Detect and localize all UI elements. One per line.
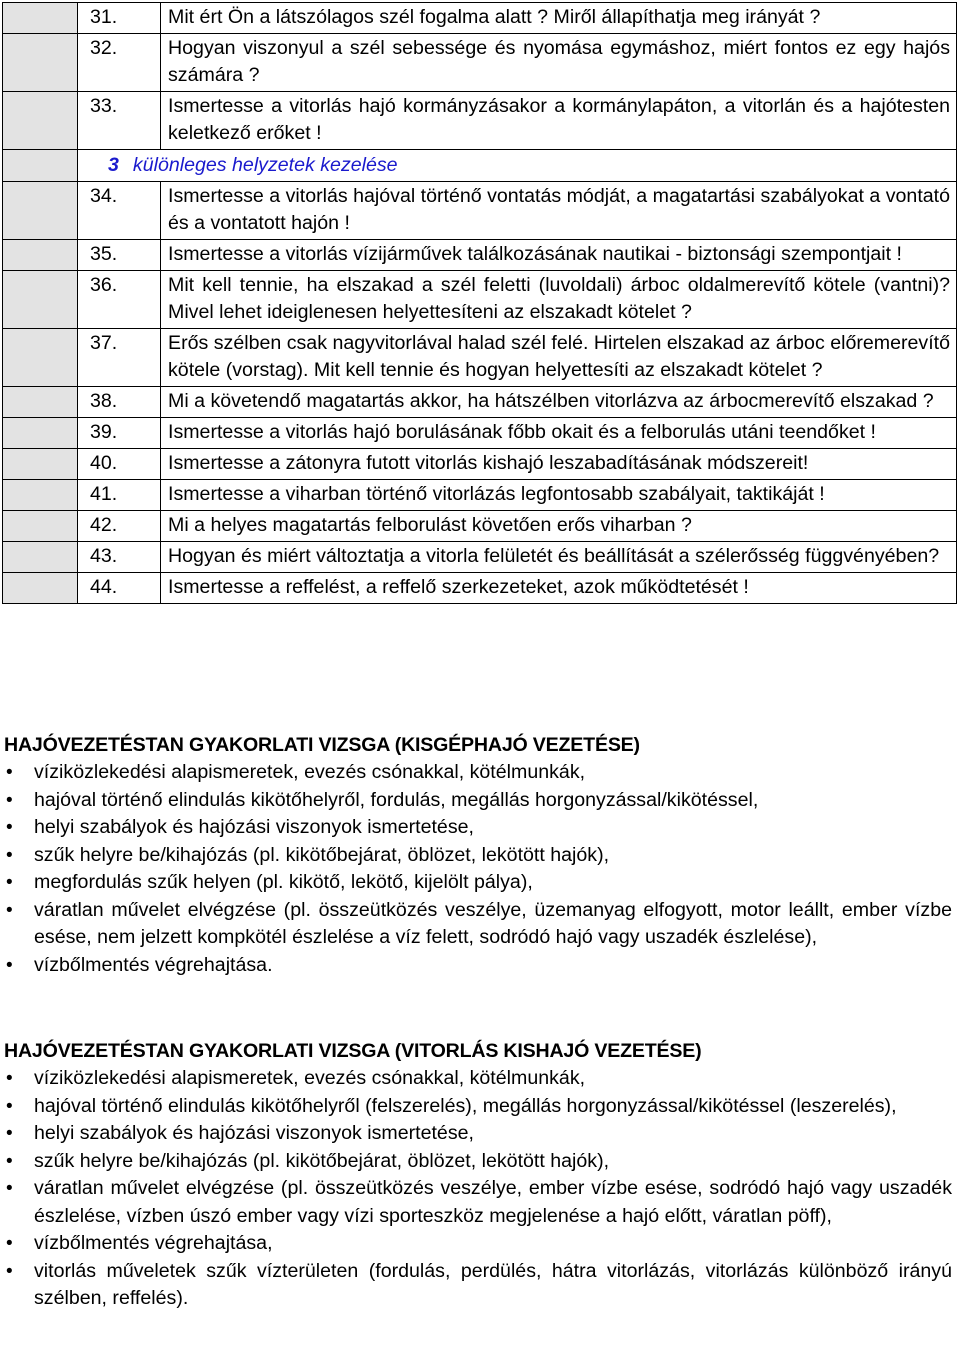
section-heading-text: különleges helyzetek kezelése	[132, 154, 398, 176]
sailboat-list-item	[4, 1175, 952, 1230]
sailboat-item-text: víziközlekedési alapismeretek, evezés csónakkal, kötélmunkák,	[34, 1067, 586, 1089]
question-number: 33.	[77, 91, 160, 149]
question-number: 36.	[77, 270, 160, 328]
question-text: Mi a helyes magatartás felborulást követően erős viharban ?	[160, 510, 957, 541]
question-text: Ismertesse a vitorlás vízijárművek találkozásának nautikai - biztonsági szempontjait !	[160, 239, 957, 270]
question-row	[2, 479, 957, 510]
sailboat-item-text: váratlan művelet elvégzése (pl. összeütközés veszélye, ember vízbe esése, sodródó hajó vagy uszadék észlelése, vízben úszó ember vagy vízi sporteszköz megjelenése a hajó előtt, váratlan pöff),	[34, 1177, 952, 1227]
motorboat-list-item	[4, 787, 952, 815]
sailboat-item-text: hajóval történő elindulás kikötőhelyről (felszerelés), megállás horgonyzással/kikötéssel (leszerelés),	[34, 1094, 897, 1117]
question-row	[2, 541, 957, 572]
question-text: Mit kell tennie, ha elszakad a szél feletti (luvoldali) árboc oldalmerevítő kötele (vantni)? Mivel lehet ideiglenesen helyettesíteni az elszakadt kötelet ?	[160, 270, 957, 328]
question-text: Erős szélben csak nagyvitorlával halad szél felé. Hirtelen elszakad az árboc előremerevítő kötele (vorstag). Mit kell tennie és hogyan helyettesíti az elszakadt kötelet ?	[160, 328, 957, 386]
question-number: 38.	[77, 386, 160, 417]
row-shade-cell	[2, 448, 77, 479]
question-text: Ismertesse a vitorlás hajóval történő vontatás módját, a magatartási szabályokat a vontató és a vontatott hajón !	[160, 181, 957, 239]
row-shade-cell	[2, 386, 77, 417]
sailboat-list-item	[4, 1230, 952, 1258]
question-number: 40.	[77, 448, 160, 479]
sailboat-list-item	[4, 1120, 952, 1148]
question-row	[2, 572, 957, 604]
motorboat-list-item	[4, 842, 952, 870]
question-row	[2, 181, 957, 239]
motorboat-list-item	[4, 869, 952, 897]
question-number: 31.	[77, 2, 160, 33]
row-shade-cell	[2, 2, 77, 33]
sailboat-list-item	[4, 1148, 952, 1176]
question-text: Ismertesse a zátonyra futott vitorlás kishajó leszabadításának módszereit!	[160, 448, 957, 479]
row-shade-cell	[2, 33, 77, 91]
motorboat-section-title: HAJÓVEZETÉSTAN GYAKORLATI VIZSGA (KISGÉPHAJÓ VEZETÉSE)	[4, 734, 640, 756]
bullet-icon: •	[6, 817, 13, 838]
bullet-icon: •	[6, 1068, 13, 1089]
sailboat-list-item	[4, 1258, 952, 1313]
sailboat-section-title: HAJÓVEZETÉSTAN GYAKORLATI VIZSGA (VITORLÁS KISHAJÓ VEZETÉSE)	[4, 1040, 702, 1062]
question-text: Ismertesse a vitorlás hajó kormányzásakor a kormánylapáton, a vitorlán és a hajótesten keletkező erőket !	[160, 91, 957, 149]
row-shade-cell	[2, 91, 77, 149]
question-row	[2, 270, 957, 328]
row-shade-cell	[2, 541, 77, 572]
bullet-icon: •	[6, 1095, 13, 1117]
question-row	[2, 448, 957, 479]
row-shade-cell	[2, 572, 77, 604]
row-shade-cell	[2, 270, 77, 328]
question-number: 32.	[77, 33, 160, 91]
motorboat-item-text: megfordulás szűk helyen (pl. kikötő, lekötő, kijelölt pálya),	[34, 871, 533, 893]
sailboat-item-text: vitorlás műveletek szűk vízterületen (fordulás, perdülés, hátra vitorlázás, vitorlázás különböző irányú szélben, reffelés).	[34, 1259, 952, 1309]
sailboat-list-item	[4, 1093, 952, 1121]
questions-table-grid	[2, 2, 957, 604]
section-heading	[77, 149, 957, 181]
question-number: 42.	[77, 510, 160, 541]
motorboat-list-item	[4, 759, 952, 787]
sailboat-item-text: szűk helyre be/kihajózás (pl. kikötőbejárat, öblözet, lekötött hajók),	[34, 1149, 610, 1172]
bullet-icon: •	[6, 844, 13, 866]
question-row	[2, 386, 957, 417]
section-heading-number: 3	[108, 154, 119, 176]
motorboat-task-list	[4, 759, 952, 979]
bullet-icon: •	[6, 789, 13, 811]
sailboat-practical-exam-section	[4, 1038, 952, 1313]
exam-questions-table	[2, 2, 957, 604]
row-shade-cell	[2, 181, 77, 239]
motorboat-item-text: váratlan művelet elvégzése (pl. összeütközés veszélye, üzemanyag elfogyott, motor leállt, ember vízbe esése, nem jelzett kompkötél észlelése a víz felett, sodródó hajó vagy uszadék észlelése),	[34, 898, 952, 948]
question-row	[2, 33, 957, 91]
sailboat-item-text: vízbőlmentés végrehajtása,	[34, 1232, 273, 1254]
question-text: Mi a követendő magatartás akkor, ha hátszélben vitorlázva az árbocmerevítő elszakad ?	[160, 386, 957, 417]
bullet-icon: •	[6, 1123, 13, 1144]
bullet-icon: •	[6, 1178, 13, 1199]
question-text: Ismertesse a reffelést, a reffelő szerkezeteket, azok működtetését !	[160, 572, 957, 604]
motorboat-list-item	[4, 952, 952, 980]
section-heading-row	[2, 149, 957, 181]
question-number: 37.	[77, 328, 160, 386]
question-number: 35.	[77, 239, 160, 270]
sailboat-item-text: helyi szabályok és hajózási viszonyok ismertetése,	[34, 1122, 474, 1144]
row-shade-cell	[2, 239, 77, 270]
question-number: 41.	[77, 479, 160, 510]
sailboat-list-item	[4, 1065, 952, 1093]
question-text: Ismertesse a viharban történő vitorlázás legfontosabb szabályait, taktikáját !	[160, 479, 957, 510]
motorboat-list-item	[4, 897, 952, 952]
bullet-icon: •	[6, 954, 13, 976]
row-shade-cell	[2, 510, 77, 541]
bullet-icon: •	[6, 1233, 13, 1254]
motorboat-item-text: víziközlekedési alapismeretek, evezés csónakkal, kötélmunkák,	[34, 761, 586, 783]
motorboat-item-text: helyi szabályok és hajózási viszonyok ismertetése,	[34, 816, 474, 838]
bullet-icon: •	[6, 872, 13, 893]
row-shade-cell	[2, 417, 77, 448]
question-row	[2, 2, 957, 33]
motorboat-item-text: hajóval történő elindulás kikötőhelyről, fordulás, megállás horgonyzással/kikötéssel,	[34, 788, 759, 811]
question-text: Mit ért Ön a látszólagos szél fogalma alatt ? Miről állapíthatja meg irányát ?	[160, 2, 957, 33]
bullet-icon: •	[6, 899, 13, 921]
question-text: Hogyan és miért változtatja a vitorla felületét és beállítását a szélerősség függvényében?	[160, 541, 957, 572]
question-row	[2, 328, 957, 386]
bullet-icon: •	[6, 1260, 13, 1282]
question-number: 43.	[77, 541, 160, 572]
motorboat-item-text: vízbőlmentés végrehajtása.	[34, 953, 273, 976]
sailboat-task-list	[4, 1065, 952, 1313]
question-row	[2, 91, 957, 149]
motorboat-practical-exam-section	[4, 732, 952, 979]
question-text: Hogyan viszonyul a szél sebessége és nyomása egymáshoz, miért fontos ez egy hajós számára ?	[160, 33, 957, 91]
question-row	[2, 417, 957, 448]
motorboat-item-text: szűk helyre be/kihajózás (pl. kikötőbejárat, öblözet, lekötött hajók),	[34, 843, 610, 866]
question-number: 34.	[77, 181, 160, 239]
question-row	[2, 510, 957, 541]
row-shade-cell	[2, 479, 77, 510]
question-text: Ismertesse a vitorlás hajó borulásának főbb okait és a felborulás utáni teendőket !	[160, 417, 957, 448]
bullet-icon: •	[6, 762, 13, 783]
row-shade-cell	[2, 328, 77, 386]
question-number: 44.	[77, 572, 160, 604]
bullet-icon: •	[6, 1150, 13, 1172]
row-shade-cell	[2, 149, 77, 181]
question-number: 39.	[77, 417, 160, 448]
question-row	[2, 239, 957, 270]
motorboat-list-item	[4, 814, 952, 842]
